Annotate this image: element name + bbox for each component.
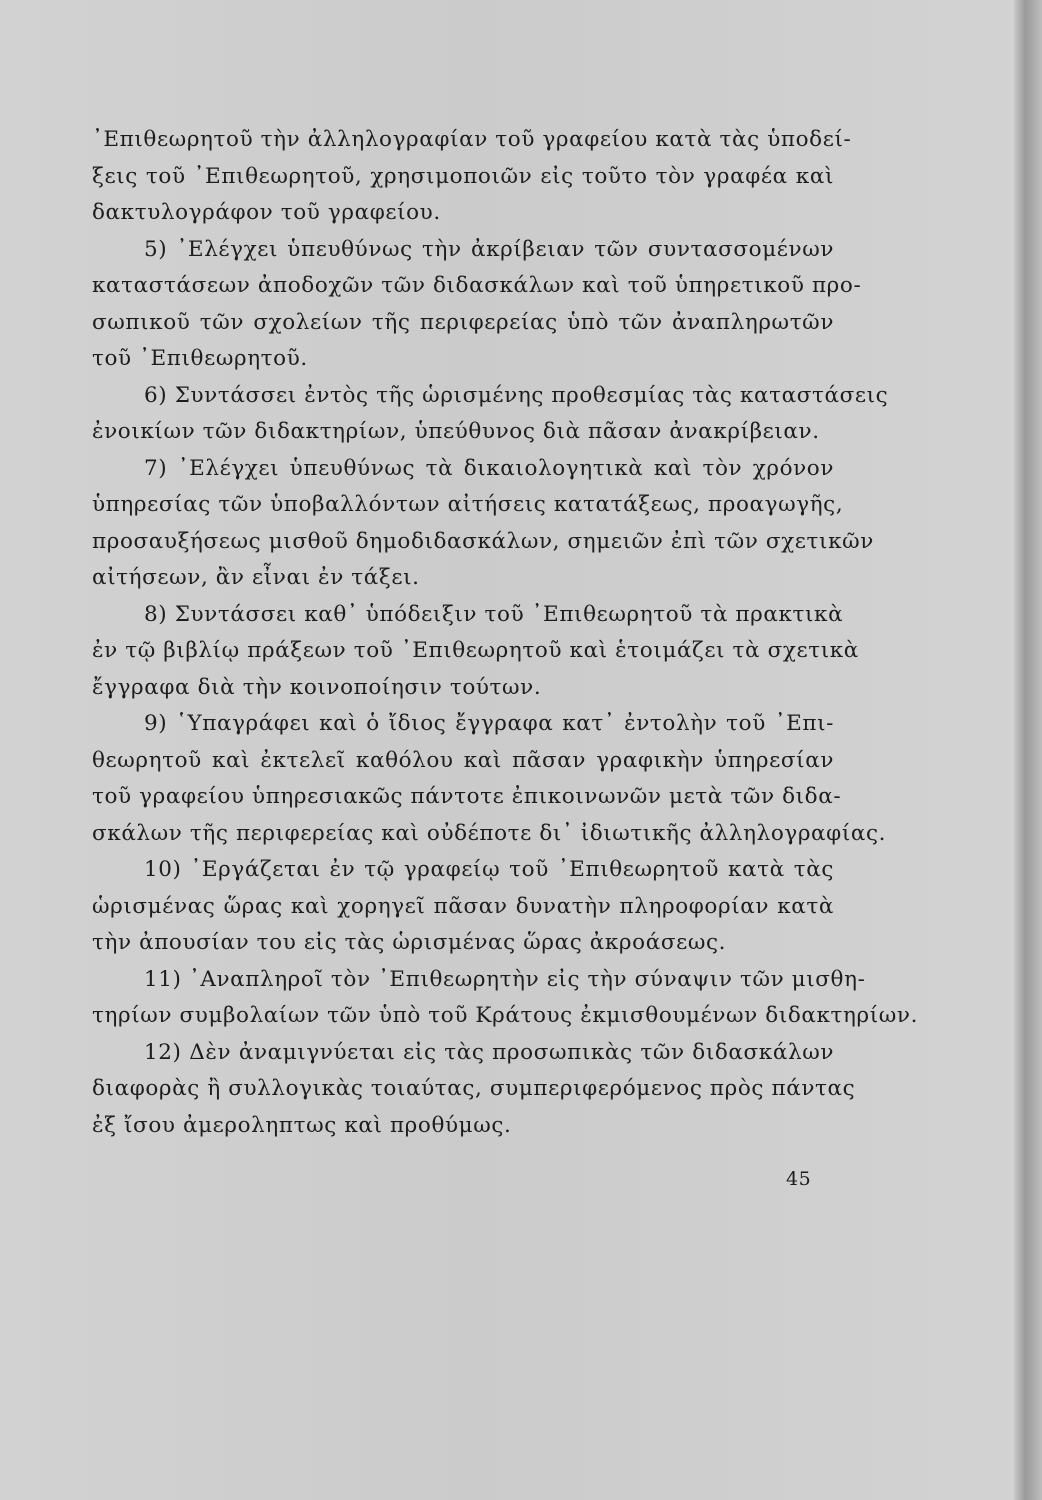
text-line: ἐξ ἴσου ἀμεροληπτως καὶ προθύμως. (92, 1112, 512, 1138)
text-line: ὡρισμένας ὥρας καὶ χορηγεῖ πᾶσαν δυνατὴν πληροφορίαν κατὰ (92, 893, 834, 919)
text-line: δακτυλογράφον τοῦ γραφείου. (92, 200, 441, 225)
page-number: 45 (786, 1168, 812, 1190)
text-line: ᾿Επιθεωρητοῦ τὴν ἀλληλογραφίαν τοῦ γραφείου κατὰ τὰς ὑποδεί- (92, 127, 852, 152)
text-line: ἔγγραφα διὰ τὴν κοινοποίησιν τούτων. (92, 674, 542, 700)
text-line: 5) ᾿Ελέγχει ὑπευθύνως τὴν ἀκρίβειαν τῶν συντασσομένων (144, 236, 834, 262)
text-line: διαφορὰς ἢ συλλογικὰς τοιαύτας, συμπεριφερόμενος πρὸς πάντας (92, 1076, 856, 1101)
text-line: 12) Δὲν ἀναμιγνύεται εἰς τὰς προσωπικὰς τῶν διδασκάλων (144, 1039, 834, 1065)
text-line: 10) ᾿Εργάζεται ἐν τῷ γραφείῳ τοῦ ᾿Επιθεωρητοῦ κατὰ τὰς (144, 857, 834, 882)
text-line: ἐν τῷ βιβλίῳ πράξεων τοῦ ᾿Επιθεωρητοῦ καὶ ἑτοιμάζει τὰ σχετικὰ (92, 638, 859, 663)
text-line: σωπικοῦ τῶν σχολείων τῆς περιφερείας ὑπὸ τῶν ἀναπληρωτῶν (92, 309, 834, 335)
text-line: 9) ῾Υπαγράφει καὶ ὁ ἴδιος ἔγγραφα κατ᾿ ἐντολὴν τοῦ ᾿Επι- (144, 711, 834, 736)
body-text (92, 122, 919, 1144)
text-line: 8) Συντάσσει καθ᾿ ὑπόδειξιν τοῦ ᾿Επιθεωρητοῦ τὰ πρακτικὰ (144, 601, 844, 627)
text-line: σκάλων τῆς περιφερείας καὶ οὐδέποτε δι᾿ ἰδιωτικῆς ἀλληλογραφίας. (92, 820, 887, 846)
text-line: 6) Συντάσσει ἐντὸς τῆς ὡρισμένης προθεσμίας τὰς καταστάσεις (144, 382, 889, 408)
text-line: τοῦ γραφείου ὑπηρεσιακῶς πάντοτε ἐπικοινωνῶν μετὰ τῶν διδα- (92, 784, 842, 809)
text-line: τηρίων συμβολαίων τῶν ὑπὸ τοῦ Κράτους ἐκμισθουμένων διδακτηρίων. (92, 1003, 919, 1028)
text-line: ὑπηρεσίας τῶν ὑποβαλλόντων αἰτήσεις κατατάξεως, προαγωγῆς, (92, 492, 844, 517)
text-line: προσαυξήσεως μισθοῦ δημοδιδασκάλων, σημειῶν ἐπὶ τῶν σχετικῶν (92, 528, 874, 554)
text-line: θεωρητοῦ καὶ ἐκτελεῖ καθόλου καὶ πᾶσαν γραφικὴν ὑπηρεσίαν (92, 747, 834, 773)
text-line: ἐνοικίων τῶν διδακτηρίων, ὑπεύθυνος διὰ πᾶσαν ἀνακρίβειαν. (92, 419, 820, 444)
text-line: 7) ᾿Ελέγχει ὑπευθύνως τὰ δικαιολογητικὰ καὶ τὸν χρόνον (144, 455, 834, 481)
text-line: τοῦ ᾿Επιθεωρητοῦ. (92, 346, 308, 371)
text-line: καταστάσεων ἀποδοχῶν τῶν διδασκάλων καὶ τοῦ ὑπηρετικοῦ προ- (92, 273, 862, 298)
text-line: τὴν ἀπουσίαν του εἰς τὰς ὡρισμένας ὥρας ἀκροάσεως. (92, 930, 727, 955)
text-line: αἰτήσεων, ἂν εἶναι ἐν τάξει. (92, 565, 420, 590)
text-line: 11) ᾿Αναπληροῖ τὸν ᾿Επιθεωρητὴν εἰς τὴν σύναψιν τῶν μισθη- (144, 966, 866, 992)
text-line: ξεις τοῦ ᾿Επιθεωρητοῦ, χρησιμοποιῶν εἰς τοῦτο τὸν γραφέα καὶ (92, 163, 834, 189)
page-edge-shadow (1014, 0, 1042, 1500)
